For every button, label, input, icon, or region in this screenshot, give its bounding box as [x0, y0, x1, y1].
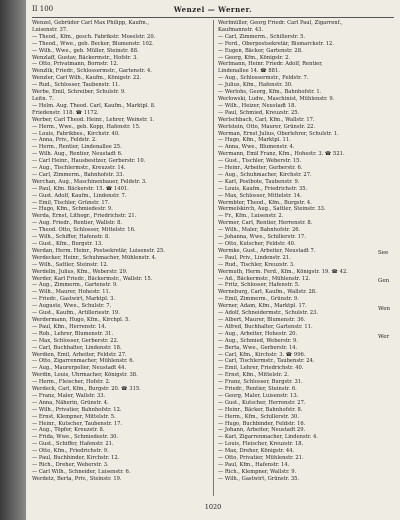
page-footer-number: 1020 [204, 503, 222, 511]
directory-entry: Werman, Ernst Julius, Oberlehrer, Schulstr. 1. [218, 130, 339, 137]
directory-entry: — Carl, Zimmerm., Schillerstr. 5. [218, 33, 306, 40]
directory-entry: Werchan, Aug., Maschinenbauer, Feldstr. 3. [32, 178, 147, 185]
column-divider [213, 20, 214, 496]
directory-entry: — Georg, Maler, Luisenstr. 13. [218, 392, 299, 399]
directory-entry: — Hugo, Buchbinder, Feldstr. 16. [218, 420, 306, 427]
header-page-number: II 100 [32, 5, 54, 13]
directory-entry: — Carl, Buchhalter, Lindenstr. 18. [32, 344, 122, 351]
directory-entry: Wermuth, Herm. Ferd., Kfm., Königstr. 19. ☎ 42. [218, 268, 348, 275]
directory-entry: — Carl, Kfm., Kirchstr. 3. ☎ 996. [218, 351, 306, 358]
directory-entry: — Rud., Tischler, Kreuzstr. 3. [218, 261, 295, 268]
directory-entry: — Heinr., Arbeiter, Gerberstr. 6. [218, 165, 303, 172]
directory-entry: — Anna, Näherin, Grünstr. 4. [32, 399, 109, 406]
directory-entry: — Aug., Schmied, Weberstr. 9. [218, 337, 299, 344]
directory-entry: — Gust., Kaufm., Artilleriestr. 19. [32, 310, 120, 317]
directory-entry: — Herm., Rentier, Lindenallee 25. [32, 144, 122, 151]
directory-entry: — Paul, Kfm. Bäckerstr. 15. ☎ 1401. [32, 185, 129, 192]
directory-entry: Kaufmannstr. 43. [218, 26, 264, 33]
directory-entry: Wenzlik, Friedr., Schlossermstr., Gartenstr. 4. [32, 68, 152, 75]
directory-entry: — Gust., Kfm., Burgstr. 13. [32, 241, 103, 247]
directory-entry: — Helm. Aug. Theod. Carl, Kaufm., Marktpl. 8. [32, 102, 156, 109]
directory-entry: — Carl, Tischlermstr., Taubenstr. 24. [218, 358, 315, 365]
directory-entry: — Auguste, Wwe., Schulstr. 7. [32, 303, 112, 310]
directory-entry: — Eugen, Bäcker, Gartenstr. 28. [218, 47, 303, 54]
directory-entry: — Alfred, Buchhalter, Gartenstr. 11. [218, 323, 313, 330]
directory-entry: Werlschbach, Carl, Kfm., Wallstr. 17. [218, 116, 315, 123]
directory-entry: — Louis, Kaufm., Friedrichstr. 35. [218, 185, 308, 192]
directory-entry: — Wilh., Sattler, Steinstr. 12. [32, 261, 109, 268]
header-keyword: Wenzel — Werner. [173, 5, 253, 14]
margin-note: Wen [378, 306, 391, 312]
directory-entry: — Carl Wilh., Schneider, Luisenstr. 6. [32, 468, 131, 475]
directory-entry: Friedenstr. 118. ☎ 1172. [32, 109, 99, 116]
margin-note: Gen [378, 278, 390, 284]
directory-entry: — Max, Schlosser, Gerberstr. 22. [32, 337, 119, 344]
directory-entry: — Paul, Priv., Lindenstr. 21. [218, 254, 291, 261]
directory-entry: Werlmann, Heinr. Friedr. Adolf, Rentier, [218, 61, 323, 68]
directory-entry: — Hugo, Kfm., Marktpl. 11. [218, 137, 291, 144]
directory-entry: — Rud., Schlosser, Taubenstr. 11. [32, 82, 120, 89]
directory-entry: — Aug., Tischlermstr., Kreuzstr. 14. [32, 165, 126, 172]
directory-entry: — Johanna, Wwe., Schillerstr. 17. [218, 234, 306, 241]
directory-entry: — Wilh., Privatier, Bahnhofstr. 12. [32, 406, 122, 413]
directory-entry: Werda, Ernst, Lithogr., Friedrichstr. 21. [32, 213, 137, 220]
directory-entry: — Berta, Wwe., Gerberstr. 14. [218, 344, 298, 351]
directory-entry: — Friedr., Gastwirt, Marktpl. 3. [32, 296, 116, 303]
directory-entry: — Louis, Fabrikbes., Kirchstr. 40. [32, 130, 120, 137]
directory-entry: — Carl, Zimmerm., Bahnhofstr. 33. [32, 171, 125, 178]
directory-entry: Werdermann, Hugo, Kfm., Kirchpl. 5. [32, 316, 131, 323]
directory-entry: — Johann, Arbeiter, Neustadt 29. [218, 427, 306, 434]
directory-entry: Werdelin, Julius, Kfm., Weberstr. 29. [32, 268, 128, 275]
directory-entry: — Franz, Schlosser, Burgstr. 31. [218, 379, 303, 386]
directory-entry: — Ad., Bäckermstr., Mühlenstr. 12. [218, 275, 311, 282]
directory-entry: — Aug., Töpfer, Kreuzstr. 8. [32, 427, 105, 434]
directory-entry: — Karl, Postbote, Taubenstr. 9. [218, 178, 300, 185]
directory-entry: — Herm., Kfm., Schillerstr. 30. [218, 413, 299, 420]
directory-entry: — Ferd., Oberpostsekretär, Bismarckstr. 12. [218, 40, 334, 47]
directory-entry: Wenzler, Carl Wilh., Kaufm., Königstr. 22. [32, 75, 142, 82]
directory-entry: — Georg, Kfm., Königstr. 2. [218, 54, 291, 61]
directory-entry: Werdeck, Carl, Kfm., Burgstr. 20. ☎ 315. [32, 386, 141, 393]
directory-entry: Lindenallee 14. ☎ 881. [218, 68, 280, 75]
directory-entry: — Anna, Wwe., Blumenstr. 4. [218, 144, 295, 151]
directory-entry: — Emil, Tischler, Grünstr. 17. [32, 199, 110, 206]
directory-entry: Werdan, Herm. Heinr., Postsekretär, Luisenstr. 25. [32, 247, 165, 254]
directory-entry: — Ernst, Klempner, Mittelstr. 5. [32, 413, 116, 420]
directory-entry: — Fr., Kfm., Luisenstr. 2. [218, 213, 284, 220]
directory-entry: Wermann, Emil Franz, Kfm., Hohestr. 3. ☎ 521. [218, 151, 345, 158]
directory-entry: — Herm., Fleischer, Hofstr. 2. [32, 379, 111, 386]
directory-entry: — Emil, Zimmerm., Grünstr. 9. [218, 296, 299, 303]
directory-entry: Werlmüller, Georg Friedr. Carl Paul, Zigarrenf., [218, 20, 343, 26]
directory-entry: — Carl Heinr., Hausbesitzer, Gerberstr. 10. [32, 158, 146, 165]
entry-columns [32, 20, 394, 496]
directory-entry: — Louis, Fleischer, Kreuzstr. 18. [218, 441, 304, 448]
directory-entry: — Albert, Maurer, Blumenstr. 36. [218, 316, 306, 323]
directory-entry: Wenzlaff, Gustav, Bäckermstr., Hofstr. 3. [32, 54, 139, 61]
directory-entry: — Julius, Kfm., Hafenstr. 30. [218, 82, 293, 89]
directory-page [26, 0, 400, 520]
book-spine [0, 0, 26, 520]
running-header [32, 5, 394, 18]
directory-entry: — Emil, Lehrer, Friedrichstr. 40. [218, 365, 304, 372]
directory-entry: — Karl, Zigarrenmacher, Lindenstr. 4. [218, 434, 318, 441]
directory-entry: — Ernst, Kfm., Mittelstr. 2. [218, 372, 289, 379]
directory-entry: — Anna, Priv., Feldstr. 2. [32, 137, 97, 144]
directory-entry: Werdin, Louis, Uhrmacher, Königstr. 38. [32, 372, 138, 379]
directory-entry: — Rich., Dreher, Weberstr. 3. [32, 462, 109, 468]
directory-entry: Werdetz, Berta, Priv., Steinstr. 19. [32, 475, 122, 482]
left-column [32, 20, 208, 496]
directory-entry: Leitn. 7. [32, 95, 54, 102]
directory-entry: Wenzel, Gebrüder Carl Max Philipp, Kaufm., [32, 20, 149, 26]
directory-entry: — Max, Dreher, Königstr. 44. [218, 448, 295, 455]
directory-entry: — Rich., Klempner, Wallstr. 9. [218, 468, 297, 475]
directory-entry: — Paul, Kfm., Hafenstr. 14. [218, 462, 290, 468]
directory-entry: Werdecker, Heinr., Schuhmacher, Mühlenstr. 4. [32, 254, 157, 261]
directory-entry: — Wilh., Heizer, Neustadt 18. [218, 102, 297, 109]
directory-entry: Werner, Adam, Kfm., Marktpl. 17. [218, 303, 307, 310]
directory-entry: — Friedr., Rentier, Steinstr. 6. [218, 386, 297, 393]
directory-entry: Werber, Carl Theod. Heinr., Lehrer, Weinstr. 1. [32, 116, 155, 123]
directory-entry: — Fritz, Schlosser, Hafenstr. 5. [218, 282, 300, 289]
margin-note: See [378, 250, 389, 256]
directory-entry: — Wilh., Gastwirt, Grünstr. 35. [218, 475, 300, 482]
directory-entry: — Aug., Arbeiter, Hohestr. 20. [218, 330, 298, 337]
directory-entry: — Gust., Kutscher, Herrenstr. 27. [218, 399, 306, 406]
directory-entry: — Wilh., Schiffer, Hafenstr. 8. [32, 234, 110, 241]
directory-entry: Luisenstr. 37. [32, 26, 68, 33]
directory-entry: — Otto, Kutscher, Feldstr. 40. [218, 241, 296, 247]
directory-entry: — Wilh., Wwe., geb. Müller, Steinstr. 88. [32, 47, 139, 54]
directory-entry: — Frida, Wwe., Schmiedestr. 30. [32, 434, 119, 441]
directory-entry: — Wilh., Maler, Bahnhofstr. 26. [218, 227, 301, 234]
directory-entry: Werbe, Emil, Schreiber, Schulstr. 9. [32, 89, 126, 96]
directory-entry: — Herm., Wwe., geb. Kopp, Hafenstr. 15. [32, 123, 141, 130]
directory-entry: — Otto, Zigarrenmacher, Mühlenstr. 6. [32, 358, 135, 365]
directory-entry: — Gust. Adolf, Kaufm., Lindenstr. 7. [32, 192, 127, 199]
directory-entry: Werlowski, Ludw., Maschinist, Mühlenstr. 9. [218, 95, 335, 102]
directory-entry: — Theod., Kfm., gesch. Fabrikstr. Moselstr. 20. [32, 33, 156, 40]
directory-entry: — Werlohs, Georg, Kfm., Bahnhofstr. 1. [218, 89, 322, 96]
directory-entry: — Hugo, Kfm., Schmiedestr. 9. [32, 206, 113, 213]
directory-entry: Wermbter, Theod., Kfm., Burgstr. 4. [218, 199, 312, 206]
directory-entry: — Franz, Maler, Wallstr. 33. [32, 392, 106, 399]
directory-entry: — Paul, Buchbinder, Kirchstr. 12. [32, 455, 120, 462]
directory-entry: — Gust., Schiffer, Hafenstr. 21. [32, 441, 114, 448]
directory-entry: — Theod. Otto, Schlosser, Mittelstr. 16. [32, 227, 136, 234]
directory-entry: — Rob., Lehrer, Blumenstr. 31. [32, 330, 114, 337]
directory-entry: — Wilh. Aug., Rentier, Neustadt 6. [32, 151, 123, 158]
directory-entry: — Paul, Schmied, Kreuzstr. 25. [218, 109, 300, 116]
directory-entry: Werlstein, Otto, Maurer, Grünstr. 22. [218, 123, 316, 130]
directory-entry: — Aug., Schuhmacher, Kirchstr. 27. [218, 171, 312, 178]
directory-entry: Wermelskirch, Aug., Sattler, Steinstr. 33. [218, 206, 326, 213]
directory-entry: — Aug., Schlossermstr., Feldstr. 7. [218, 75, 309, 82]
margin-note: Wer [378, 334, 390, 340]
directory-entry: — Otto, Kfm., Friedrichstr. 9. [32, 448, 109, 455]
directory-entry: — Max, Schlosser, Mittelstr. 14. [218, 192, 302, 199]
directory-entry: Werder, Karl Friedr., Bäckermstr., Wallstr. 15. [32, 275, 153, 282]
directory-entry: — Aug. Friedr., Rentier, Wallstr. 8. [32, 220, 123, 227]
directory-entry: — Aug., Maurerpolier, Neustadt 44. [32, 365, 127, 372]
directory-entry: — Heinr., Kutscher, Taubenstr. 17. [32, 420, 123, 427]
directory-entry: — Paul, Kfm., Herrenstr. 14. [32, 323, 107, 330]
margin-notes [378, 250, 400, 362]
directory-entry: — Theod., Wwe., geb. Becker, Blumenstr. 102. [32, 40, 154, 47]
directory-entry: — Gust., Tischler, Weberstr. 15. [218, 158, 302, 165]
directory-entry: Werneburg, Carl, Kaufm., Wallstr. 28. [218, 289, 317, 296]
directory-entry: Wermke, Gust., Arbeiter, Neustadt 7. [218, 247, 316, 254]
directory-entry: Wermer, Carl, Rentier, Herrenstr. 8. [218, 220, 313, 227]
directory-entry: — Adolf, Schneidermstr., Schulstr. 23. [218, 310, 318, 317]
directory-entry: — Wilh., Maurer, Hohestr. 11. [32, 289, 111, 296]
directory-entry: — Heinr., Bäcker, Bahnhofstr. 8. [218, 406, 303, 413]
right-column [218, 20, 394, 496]
directory-entry: — Otto, Privatmann, Bornstr. 12. [32, 61, 119, 68]
directory-entry: — Aug., Zimmerm., Gartenstr. 9. [32, 282, 118, 289]
directory-entry: Werdien, Emil, Arbeiter, Feldstr. 27. [32, 351, 127, 358]
directory-entry: — Otto, Privatier, Mühlenstr. 21. [218, 455, 304, 462]
